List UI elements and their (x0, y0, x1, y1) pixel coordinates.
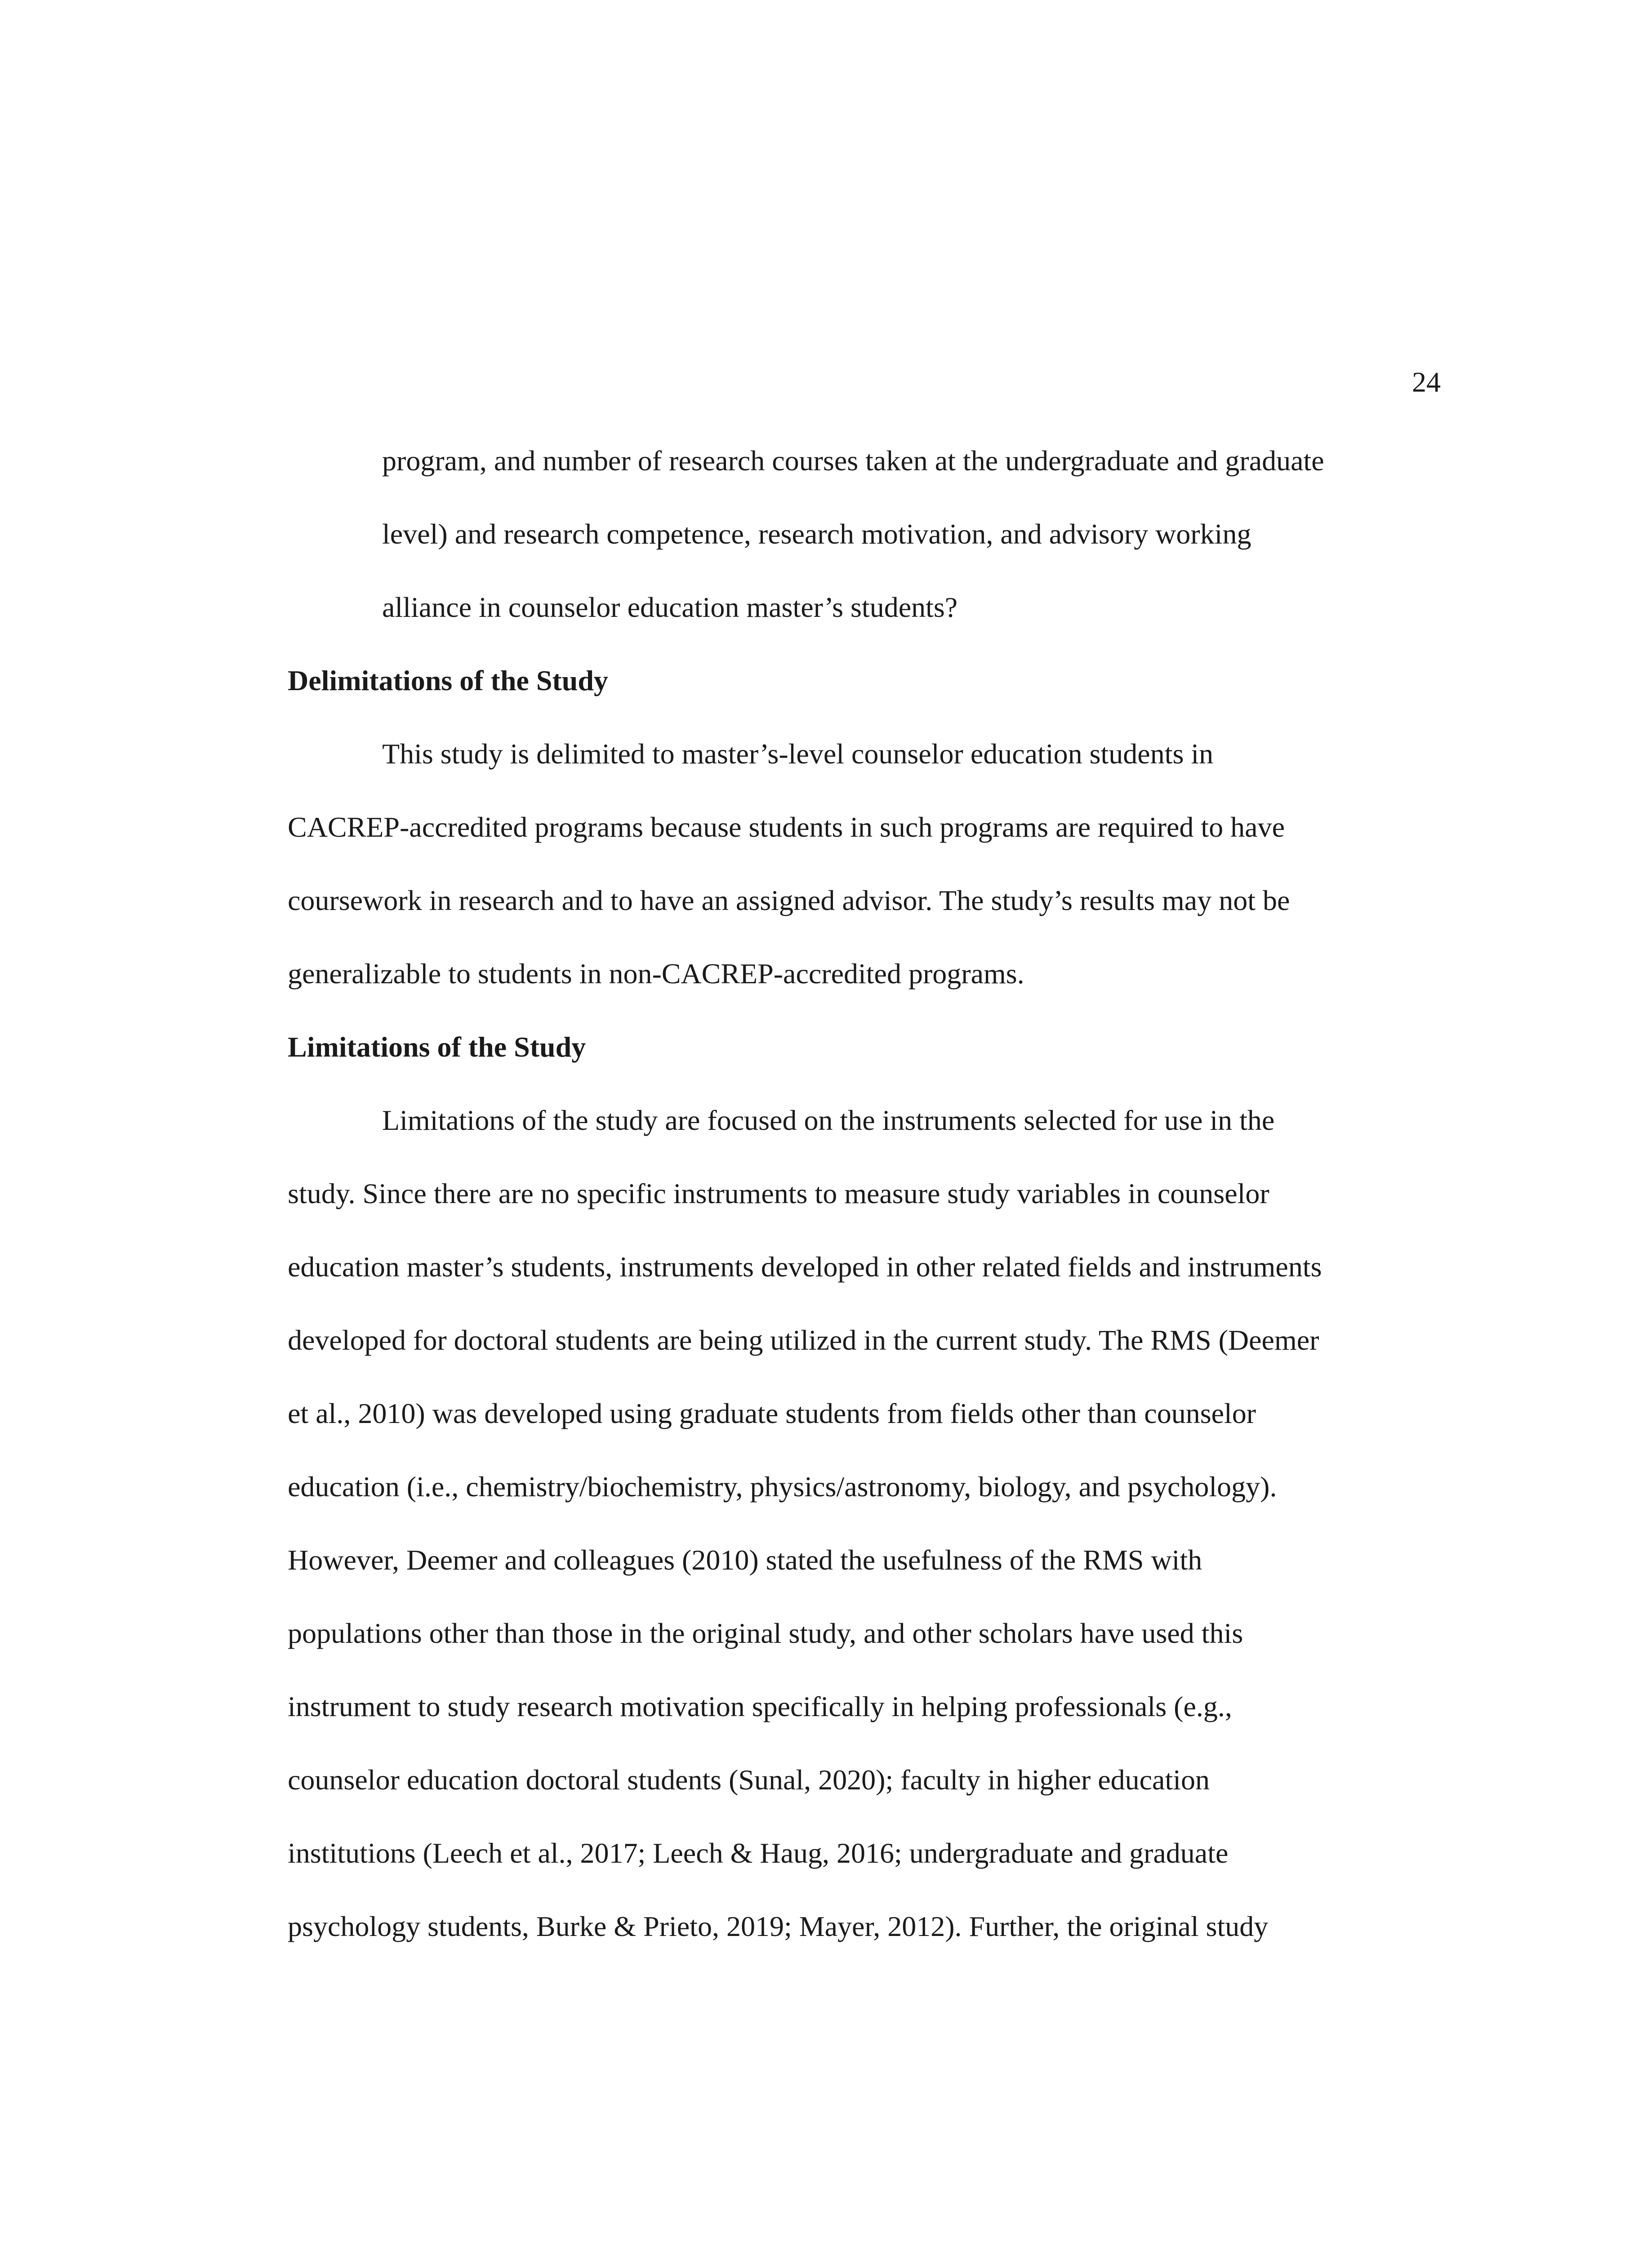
body-text-line: counselor education doctoral students (Sunal, 2020); faculty in higher education (288, 1764, 1210, 1796)
body-text-line: education (i.e., chemistry/biochemistry, physics/astronomy, biology, and psychology). (288, 1471, 1277, 1503)
body-text-line: This study is delimited to master’s-level counselor education students in (382, 738, 1214, 770)
body-text-line: psychology students, Burke & Prieto, 2019; Mayer, 2012). Further, the original study (288, 1910, 1269, 1942)
body-text-line: study. Since there are no specific instruments to measure study variables in counselor (288, 1178, 1269, 1209)
body-text-line: program, and number of research courses taken at the undergraduate and graduate (382, 445, 1324, 477)
section-heading-delimitations: Delimitations of the Study (288, 665, 608, 696)
body-text-line: generalizable to students in non-CACREP-accredited programs. (288, 958, 1024, 990)
page-number: 24 (1412, 366, 1441, 398)
body-text-line: developed for doctoral students are being utilized in the current study. The RMS (Deemer (288, 1324, 1319, 1356)
section-heading-limitations: Limitations of the Study (288, 1031, 586, 1063)
body-text-line: education master’s students, instruments developed in other related fields and instruments (288, 1251, 1322, 1283)
body-text-line: CACREP-accredited programs because students in such programs are required to have (288, 811, 1285, 843)
body-text-line: institutions (Leech et al., 2017; Leech & Haug, 2016; undergraduate and graduate (288, 1837, 1229, 1869)
body-text-line: alliance in counselor education master’s students? (382, 591, 958, 623)
body-text-line: level) and research competence, research motivation, and advisory working (382, 518, 1251, 550)
body-text-line: coursework in research and to have an assigned advisor. The study’s results may not be (288, 884, 1290, 916)
body-text-line: Limitations of the study are focused on the instruments selected for use in the (382, 1104, 1275, 1136)
body-text-line: However, Deemer and colleagues (2010) stated the usefulness of the RMS with (288, 1544, 1202, 1576)
body-text-line: et al., 2010) was developed using graduate students from fields other than counselor (288, 1397, 1256, 1429)
body-text-line: instrument to study research motivation specifically in helping professionals (e.g., (288, 1690, 1232, 1722)
body-text-line: populations other than those in the original study, and other scholars have used this (288, 1617, 1243, 1649)
